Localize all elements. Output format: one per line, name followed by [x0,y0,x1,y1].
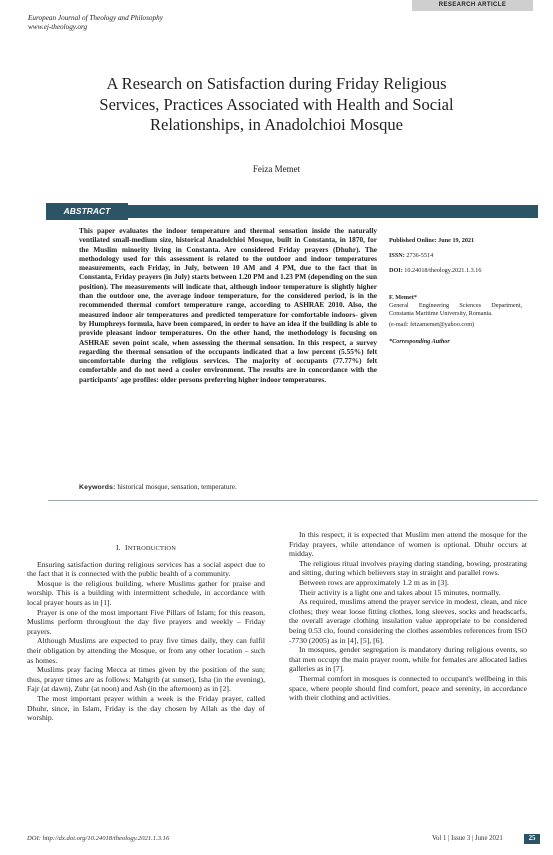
paragraph: The most important prayer within a week is the Friday prayer, called Dhuhr, since, in Islam, Friday is the day chosen by Allah as the day of worship. [27,693,265,723]
page-number: 25 [524,834,540,844]
author-name: Feiza Memet [252,164,301,174]
affiliation: General Engineering Sciences Department, Constanta Maritime University, Romania. [389,302,522,317]
issn-value: 2736-5514 [406,252,434,259]
title-line: Services, Practices Associated with Health and Social [99,94,454,114]
section-title-rest: NTRODUCTION [127,545,177,552]
sidebar-author: F. Memet* [389,294,417,301]
doi-value: 10.24018/theology.2021.1.3.16 [404,267,482,274]
article-type-badge: RESEARCH ARTICLE [412,0,533,11]
doi-info [389,267,522,275]
author-affiliation [389,294,522,346]
keywords-label: Keywords: [79,484,116,491]
title-line: Relationships, in Anadolchioi Mosque [150,115,403,134]
paragraph: In mosques, gender segregation is mandatory during religious events, so that men occupy the main prayer room, while for females are allocated ladies galleries as in [7]. [289,645,527,674]
paragraph: Thermal comfort in mosques is connected to occupant's wellbeing in this space, where people should find comfort, peace and serenity, in accordance with their clothing and activities. [289,673,527,703]
journal-name: European Journal of Theology and Philosophy [28,14,163,22]
right-column [289,530,527,703]
journal-header [28,14,163,32]
footer-doi: DOI: http://dx.doi.org/10.24018/theology.2021.1.3.16 [27,835,170,842]
keywords-text: historical mosque, sensation, temperature. [117,483,237,491]
paragraph: Ensuring satisfaction during religious services has a social aspect due to the fact that it is connected with the public health of a community. [27,559,265,579]
issn-info [389,252,522,260]
title-line: A Research on Satisfaction during Friday Religious [106,74,447,93]
published-label: Published Online: [389,237,437,244]
left-column [27,543,265,723]
section-title-initial: I [124,543,128,552]
corresponding-note: *Corresponding Author [389,338,450,345]
paragraph: Between rows are approximately 1.2 m as in [3]. [299,577,449,587]
divider [48,500,538,501]
paragraph: The religious ritual involves praying during standing, bowing, prostrating and sitting, during which believers stay in straight and parallel rows. [289,558,527,578]
issn-label: ISSN: [389,252,405,259]
section-heading [27,543,265,554]
published-info [389,237,522,245]
journal-url: www.ej-theology.org [28,23,88,31]
paragraph: Mosque is the religious building, where Muslims gather for praise and worship. This is a building with intermittent schedule, in accordance with local prayer hours as in [1]. [27,578,265,607]
paragraph: In this respect, it is expected that Muslim men attend the mosque for the Friday prayers, while attendance of women is optional. Dhuhr occurs at midday. [289,530,527,559]
abstract-label: ABSTRACT [46,203,128,220]
published-date: June 19, 2021 [438,237,475,244]
author-email: (e-mail: feizamemet@yahoo.com) [389,321,475,328]
keywords [79,483,379,492]
paragraph: Their activity is a light one and takes about 15 minutes, normally. [299,587,501,597]
paragraph: As required, muslims attend the prayer service in modest, clean, and nice clothes; they wear loose fitting clothes, long sleeves, socks and headscarfs, the overall average clothing insulation value appropriate to be considered being 0.53 clo, found considering the clothes assembles references from ISO -7730 (2005) as in [4], [5], [6]. [289,597,527,645]
doi-label: DOI: [389,267,403,274]
section-number: I. [115,543,121,552]
paragraph: Muslims pray facing Mecca at times given by the position of the sun; thus, prayer times are as follows: Mahgrib (at sunset), Isha (in the evening), Fajr (at dawn), Zuhr (at noon) and Ash (in the afternoon) as in [2]. [27,665,265,694]
paragraph: Although Muslims are expected to pray five times daily, they can fulfil their obligation by attending the Mosque, or from any other location – such as homes. [27,636,265,665]
paragraph: Prayer is one of the most important Five Pillars of Islam; for this reason, Muslims perform throughout the day five prayers and weekly – Friday prayers. [27,607,265,636]
abstract-text: This paper evaluates the indoor temperature and thermal sensation inside the naturally ventilated small-medium size, historical Anadolchioi Mosque, built in Constanta, in 1870, for the Muslim minority living in Constanta. Are considered Friday prayers (Dhuhr). The methodology used for this assessment is related to the outdoor and indoor temperatures measurements, each Friday, in July, between 10 AM and 4 PM, due to the fact that in Constanta, Friday prayers (in July) starts between 1.20 PM and 1.23 PM (depending on the sun position). The measurements will indicate that, although indoor temperature is slightly higher than the outdoor one, the average indoor temperature, for the considered period, is in the recommended thermal comfort temperature range, according to ASHRAE 2010. Also, the measured indoor air temperatures and predicted temperature for comfortable indoors- given by Humphreys formula, have been compared, in order to have an idea if the building is able to provide pleasant indoor temperatures. On the other hand, the methodology is focusing on ASHRAE seven point scale, when assessing the thermal sensation. In this respect, a survey regarding the thermal sensation of the occupants indicated that a low percent (5.55%) felt uncomfortable during the religious services. The majority of occupants (77.77%) felt comfortable and do not need a cooler environment. The results are in concordance with the participants' age profiles: older persons preferring higher indoor temperatures. [79,226,377,384]
paper-title [40,74,513,136]
footer-volume: Vol 1 | Issue 3 | June 2021 [432,835,503,842]
